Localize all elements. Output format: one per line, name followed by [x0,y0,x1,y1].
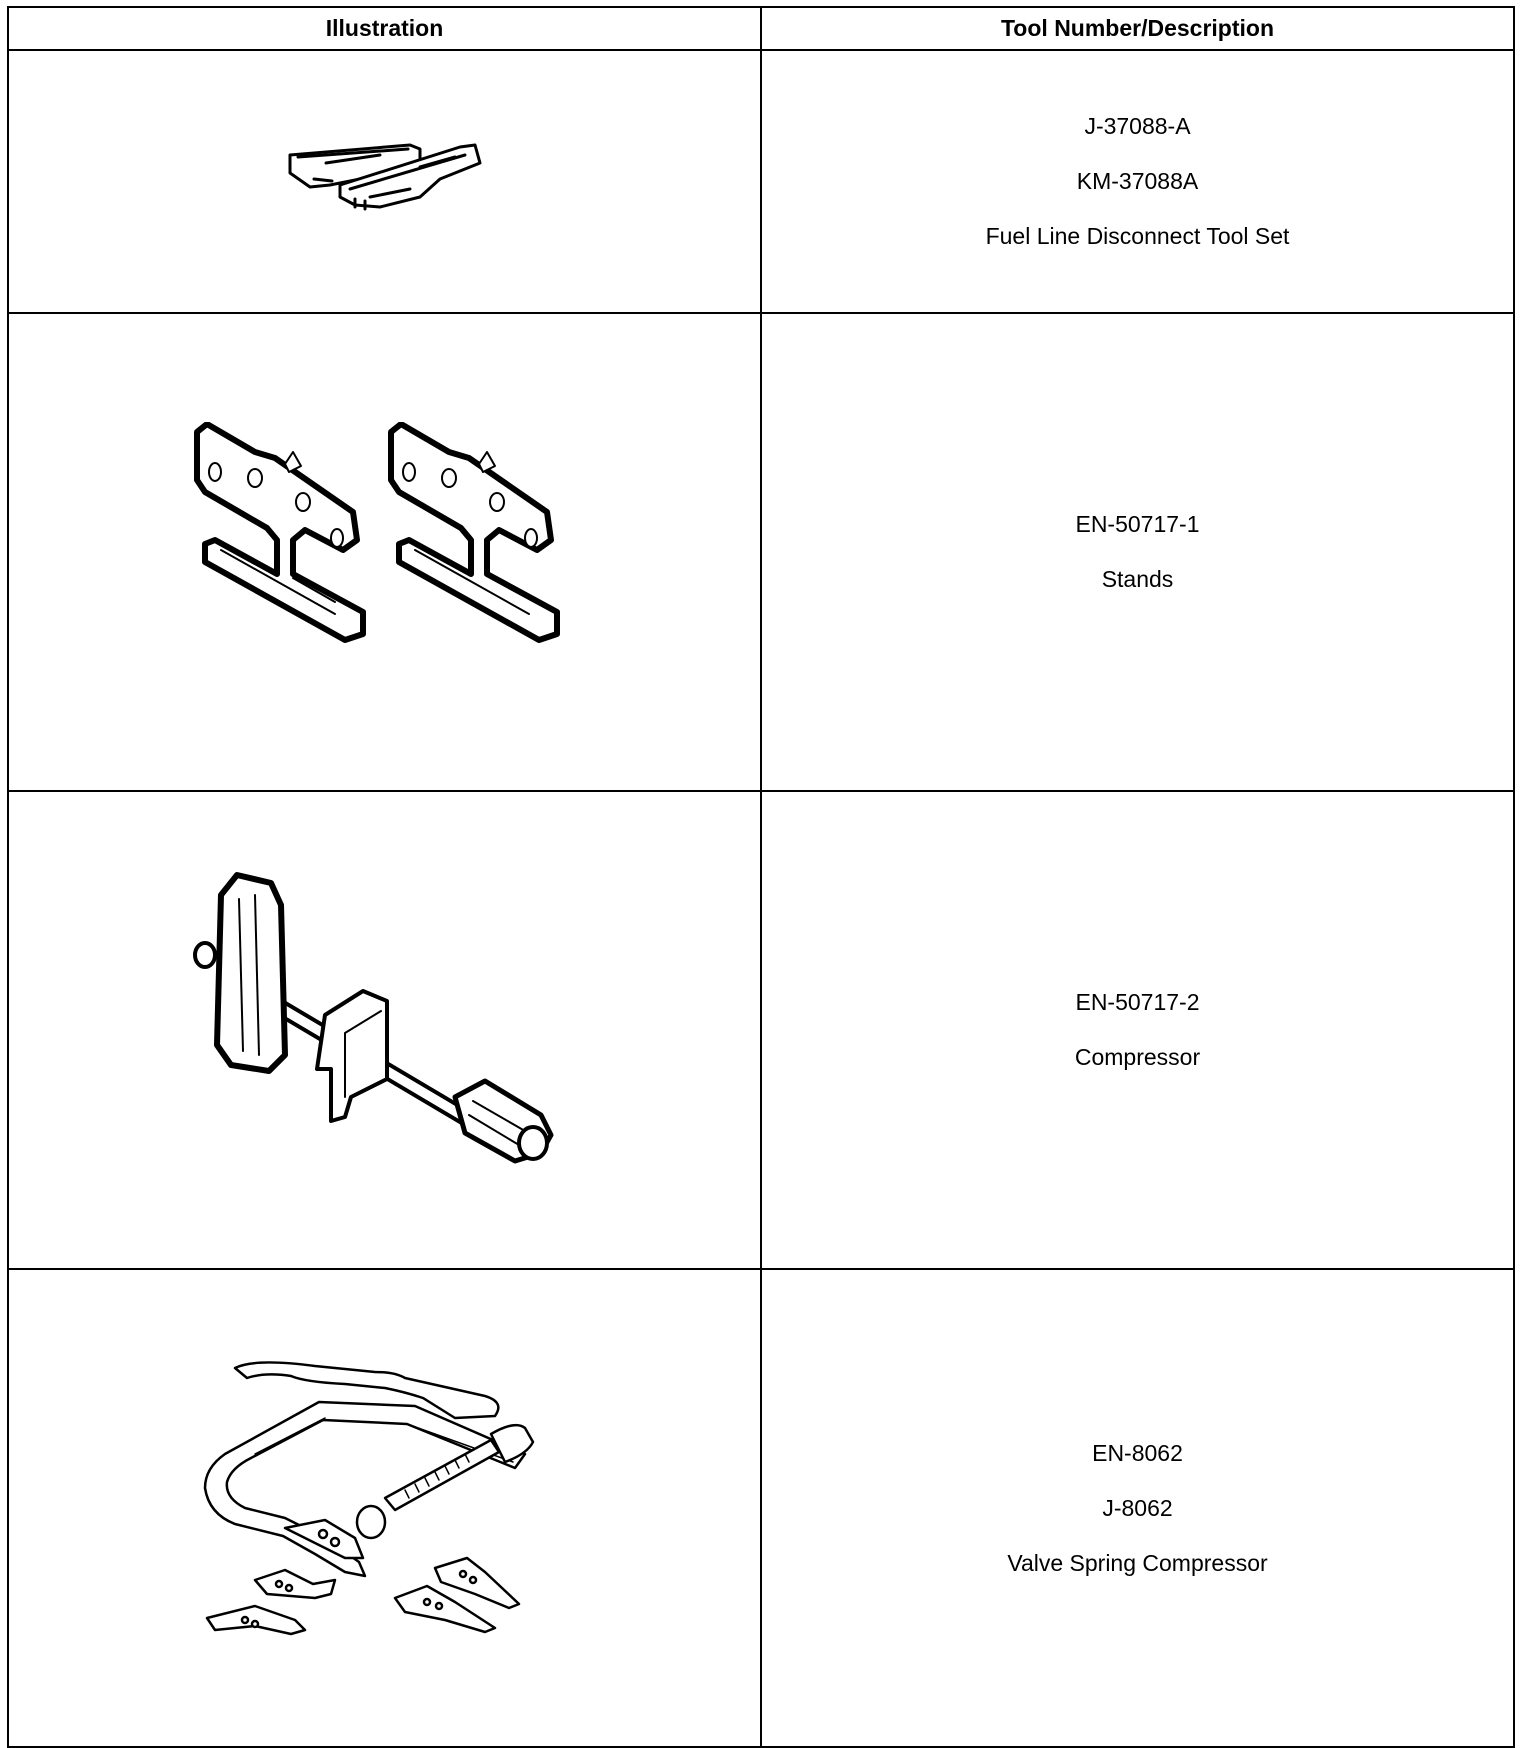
illustration-cell [8,313,761,791]
fuel-line-disconnect-tool-icon [270,127,500,237]
table-row [8,50,1514,313]
table-header-row [8,7,1514,50]
description-cell [761,791,1514,1269]
illustration-cell [8,791,761,1269]
description-cell [761,1269,1514,1747]
tool-number: EN-8062 [1092,1439,1183,1466]
stands-icon [185,422,585,682]
tool-description: Valve Spring Compressor [1007,1549,1268,1576]
tool-description: Compressor [1074,1044,1201,1070]
illustration-cell [8,1269,761,1747]
table-row [8,1269,1514,1747]
table-row [8,313,1514,791]
description-cell [761,50,1514,313]
tool-number: J-37088-A [1084,113,1191,139]
special-tools-table [7,6,1515,1748]
illustration-column-header: Illustration [8,7,761,50]
valve-spring-compressor-icon [195,1358,575,1658]
tool-description: Fuel Line Disconnect Tool Set [985,223,1290,249]
tool-description: Stands [1101,566,1174,592]
description-column-header: Tool Number/Description [761,7,1514,50]
table-row [8,791,1514,1269]
tool-number: EN-50717-1 [1075,511,1200,537]
tool-number: EN-50717-2 [1075,989,1200,1015]
tool-number-alt: J-8062 [1102,1494,1173,1521]
illustration-cell [8,50,761,313]
tool-number-alt: KM-37088A [1076,168,1199,194]
compressor-icon [185,865,585,1195]
description-cell [761,313,1514,791]
